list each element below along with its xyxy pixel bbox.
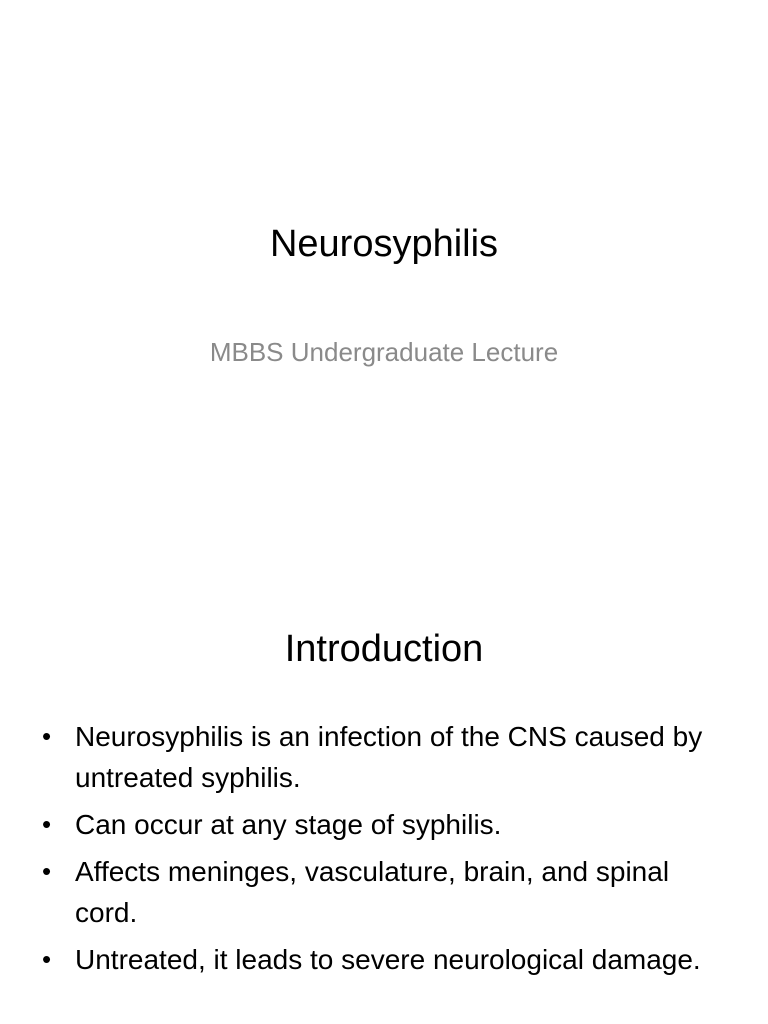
introduction-slide bbox=[0, 576, 768, 1024]
bullet-text: Untreated, it leads to severe neurological damage. bbox=[75, 944, 701, 975]
section-title: Introduction bbox=[284, 628, 484, 670]
bullet-dot-icon: • bbox=[42, 856, 52, 886]
bullet-item bbox=[38, 804, 738, 845]
slide-subtitle: MBBS Undergraduate Lecture bbox=[209, 337, 559, 367]
bullet-text: Neurosyphilis is an infection of the CNS caused by untreated syphilis. bbox=[75, 721, 703, 793]
bullet-list bbox=[38, 716, 738, 986]
bullet-text: Affects meninges, vasculature, brain, and spinal cord. bbox=[75, 856, 670, 928]
bullet-dot-icon: • bbox=[42, 721, 52, 751]
bullet-text: Can occur at any stage of syphilis. bbox=[75, 809, 502, 840]
bullet-dot-icon: • bbox=[42, 809, 52, 839]
bullet-dot-icon: • bbox=[42, 944, 52, 974]
bullet-item bbox=[38, 851, 738, 933]
bullet-item bbox=[38, 939, 738, 980]
slide-title: Neurosyphilis bbox=[269, 223, 499, 265]
bullet-item bbox=[38, 716, 738, 798]
